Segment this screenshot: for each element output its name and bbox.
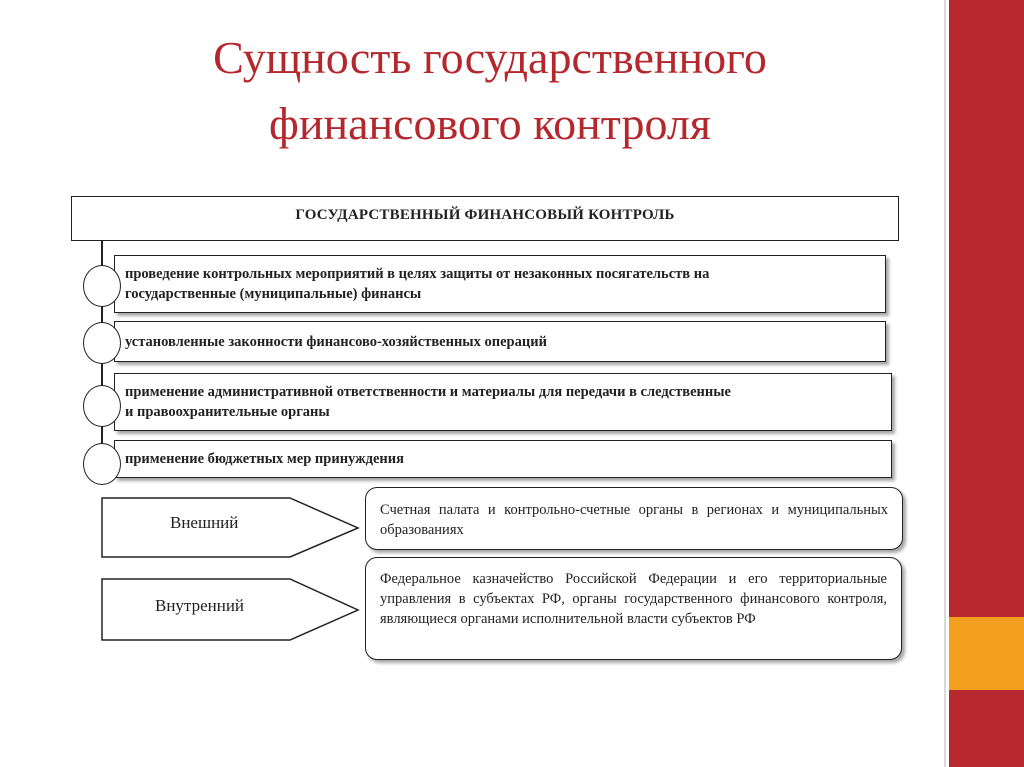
diagram-item-4-bullet [83, 443, 121, 485]
external-arrow-label: Внешний [170, 513, 239, 532]
diagram-item-2-bullet [83, 322, 121, 364]
diagram-item-1-bullet [83, 265, 121, 307]
diagram-item-2 [114, 321, 886, 362]
internal-description-text: Федеральное казначейство Российской Федерации и его территориальные управления в субъектах РФ, органы государственного финансового контроля, являющиеся органами исполнительной власти субъектов РФ [380, 571, 887, 627]
slide-title [130, 25, 850, 157]
diagram-item-1-text [125, 264, 709, 304]
slide-title-line-2: финансового контроля [269, 98, 711, 149]
external-description-box [365, 487, 903, 550]
diagram-item-3-line-1: применение административной ответственности и материалы для передачи в следственные [125, 384, 731, 400]
diagram-item-3 [114, 373, 892, 431]
side-divider [944, 0, 946, 767]
external-description-text: Счетная палата и контрольно-счетные органы в регионах и муниципальных образованиях [380, 502, 888, 538]
side-bar-orange [949, 617, 1024, 690]
internal-arrow-label: Внутренний [155, 596, 245, 615]
diagram-item-1-line-2: государственные (муниципальные) финансы [125, 286, 422, 302]
diagram-item-4 [114, 440, 892, 478]
diagram-item-1-line-1: проведение контрольных мероприятий в целях защиты от незаконных посягательств на [125, 266, 710, 282]
diagram-item-1 [114, 255, 886, 313]
internal-description-box [365, 557, 902, 660]
diagram-item-3-bullet [83, 385, 121, 427]
diagram-header-text: ГОСУДАРСТВЕННЫЙ ФИНАНСОВЫЙ КОНТРОЛЬ [295, 207, 675, 223]
diagram-item-4-text: применение бюджетных мер принуждения [125, 451, 404, 467]
diagram-item-3-line-2: и правоохранительные органы [125, 404, 330, 420]
diagram-item-3-text [125, 382, 731, 422]
diagram-item-2-text: установленные законности финансово-хозяйственных операций [125, 333, 547, 350]
diagram-header-box [71, 196, 899, 241]
slide-title-line-1: Сущность государственного [213, 32, 767, 83]
